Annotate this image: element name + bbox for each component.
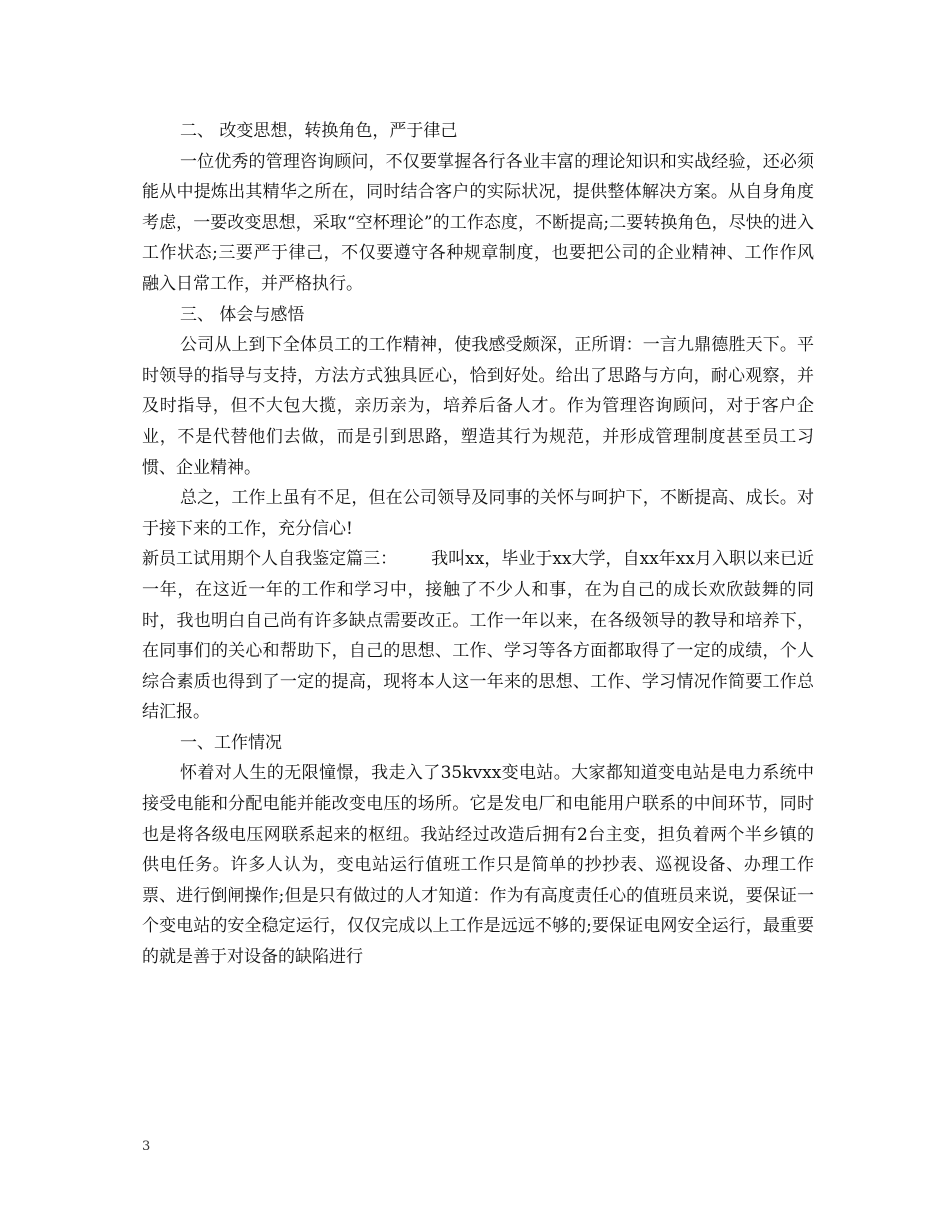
section-heading-2: 二、 改变思想，转换角色，严于律己 bbox=[180, 121, 458, 141]
conclusion-paragraph: 总之，工作上虽有不足，但在公司领导及同事的关怀与呵护下，不断提高、成长。对于接下来的工作，充分信心! bbox=[142, 488, 814, 539]
part3-intro: 我叫xx，毕业于xx大学，自xx年xx月入职以来已近一年，在这近一年的工作和学习中，接触了不少人和事，在为自己的成长欢欣鼓舞的同时，我也明白自己尚有许多缺点需要改正。工作一年以来，在各级领导的教导和培养下，在同事们的关心和帮助下，自己的思想、工作、学习等各方面都取得了一定的成绩，个人综合素质也得到了一定的提高，现将本人这一年来的思想、工作、学习情况作简要工作总结汇报。 bbox=[142, 549, 815, 723]
work-paragraph: 怀着对人生的无限憧憬，我走入了35kvxx变电站。大家都知道变电站是电力系统中接受电能和分配电能并能改变电压的场所。它是发电厂和电能用户联系的中间环节，同时也是将各级电压网联系起来的枢纽。我站经过改造后拥有2台主变，担负着两个半乡镇的供电任务。许多人认为，变电站运行值班工作只是简单的抄抄表、巡视设备、办理工作票、进行倒闸操作;但是只有做过的人才知道：作为有高度责任心的值班员来说，要保证一个变电站的安全稳定运行，仅仅完成以上工作是远远不够的;要保证电网安全运行，最重要的就是善于对设备的缺陷进行 bbox=[142, 763, 814, 968]
page-number: 3 bbox=[142, 1139, 151, 1154]
section-paragraph-2: 一位优秀的管理咨询顾问，不仅要掌握各行各业丰富的理论知识和实战经验，还必须能从中提炼出其精华之所在，同时结合客户的实际状况，提供整体解决方案。从自身角度考虑，一要改变思想，采取“空杯理论”的工作态度，不断提高;二要转换角色，尽快的进入工作状态;三要严于律己，不仅要遵守各种规章制度，也要把公司的企业精神、工作作风 融入日常工作，并严格执行。 bbox=[142, 151, 814, 294]
section-paragraph-3: 公司从上到下全体员工的工作精神，使我感受颇深，正所谓：一言九鼎德胜天下。平时领导的指导与支持，方法方式独具匠心，恰到好处。给出了思路与方向，耐心观察，并及时指导，但不大包大揽，亲历亲为，培养后备人才。作为管理咨询顾问，对于客户企业，不是代替他们去做，而是引到思路，塑造其行为规范，并形成管理制度甚至员工习惯、企业精神。 bbox=[142, 335, 814, 478]
part3-title: 新员工试用期个人自我鉴定篇三： bbox=[142, 549, 398, 570]
part3-block bbox=[142, 544, 814, 728]
work-heading: 一、工作情况 bbox=[180, 732, 282, 753]
document-body bbox=[142, 116, 814, 973]
section-heading-3: 三、 体会与感悟 bbox=[180, 304, 305, 325]
